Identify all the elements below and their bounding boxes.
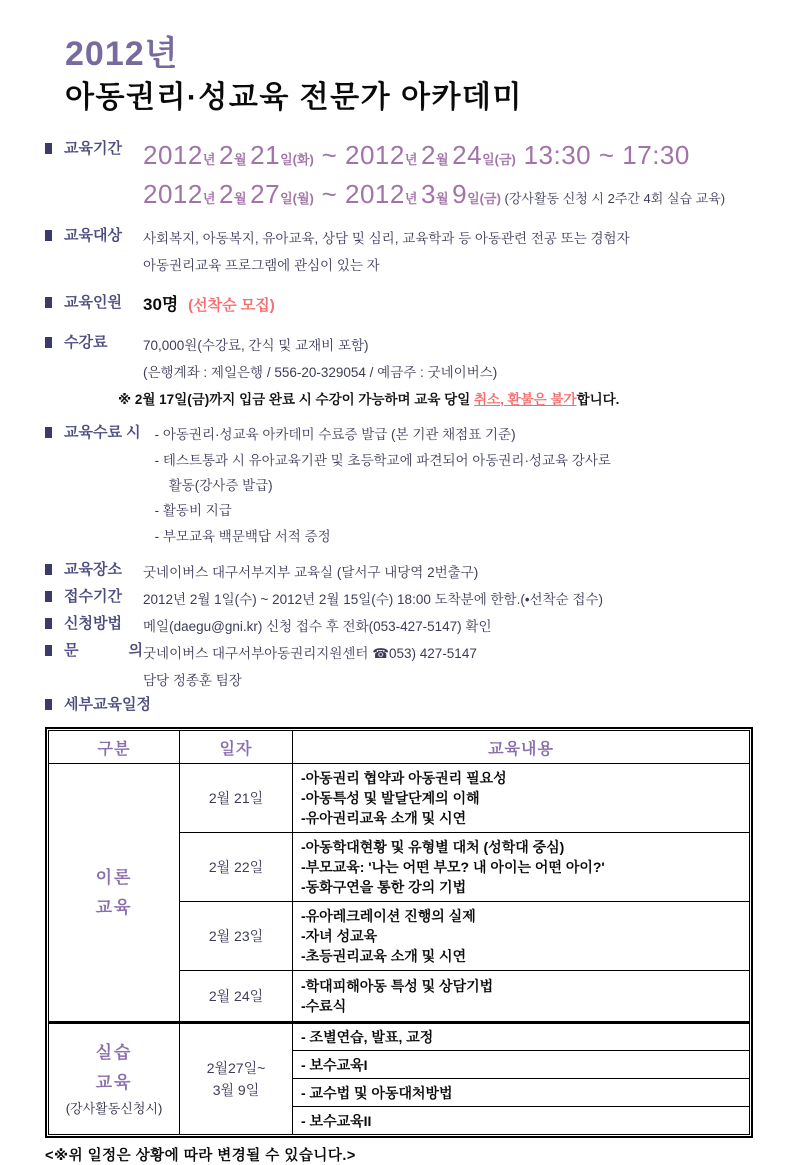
text-segment: (강사활동 신청 시 2주간 4회 실습 교육) xyxy=(500,191,726,206)
content-cell xyxy=(293,764,750,833)
fee-bank-account: (은행계좌 : 제일은행 / 556-20-329054 / 예금주 : 굿네이버스) xyxy=(143,365,498,380)
text-segment: 년 xyxy=(404,152,422,167)
square-bullet-icon xyxy=(45,143,52,154)
content-line: -아동특성 및 발달단계의 이해 xyxy=(301,790,480,806)
text-segment: 년 xyxy=(202,152,220,167)
section-contact xyxy=(45,640,752,694)
header-category: 구분 xyxy=(49,731,180,764)
schedule-table-wrapper xyxy=(45,727,753,1138)
edu-target-line1: 사회복지, 아동복지, 유아교육, 상담 및 심리, 교육학과 등 아동관련 전공 또는 경험자 xyxy=(143,231,630,246)
content-line: -초등권리교육 소개 및 시연 xyxy=(301,948,467,964)
title-block xyxy=(65,34,752,120)
section-apply-method xyxy=(45,613,752,640)
edu-target-content xyxy=(143,225,630,279)
place-content: 굿네이버스 대구서부지부 교육실 (달서구 내당역 2번출구) xyxy=(143,565,479,580)
text-segment: ~ xyxy=(313,179,345,209)
square-bullet-icon xyxy=(45,427,52,438)
date-cell: 2월 21일 xyxy=(180,764,293,833)
section-completion xyxy=(45,422,752,550)
section-edu-target xyxy=(45,225,752,279)
content-line: - 보수교육II xyxy=(301,1112,372,1129)
fee-content xyxy=(118,332,620,413)
category-practice-line2: 교육 xyxy=(95,1073,133,1092)
date-cell-practice xyxy=(180,1023,293,1135)
capacity-note: (선착순 모집) xyxy=(188,297,275,314)
edu-period-content xyxy=(143,138,725,216)
section-label-completion: 교육수료 시 xyxy=(64,424,141,441)
content-cell xyxy=(293,902,750,971)
content-line: - 조별연습, 발표, 교정 xyxy=(301,1029,434,1045)
content-line: -수료식 xyxy=(301,998,347,1014)
text-segment: 2 xyxy=(219,140,234,170)
apply-method-content: 메일(daegu@gni.kr) 신청 접수 후 전화(053-427-5147) 확인 xyxy=(143,619,492,634)
date-cell: 2월 22일 xyxy=(180,833,293,902)
text-segment: 월 xyxy=(435,191,453,206)
section-label-apply-period: 접수기간 xyxy=(64,588,122,605)
table-header-row xyxy=(49,731,750,764)
section-label-edu-period: 교육기간 xyxy=(64,140,122,157)
schedule-footnote: <※위 일정은 상황에 따라 변경될 수 있습니다.> xyxy=(45,1148,356,1164)
square-bullet-icon xyxy=(45,337,52,348)
fee-amount: 70,000원(수강료, 간식 및 교재비 포함) xyxy=(143,338,369,353)
date-cell: 2월 24일 xyxy=(180,971,293,1023)
content-line: -학대피해아동 특성 및 상담기법 xyxy=(301,978,494,994)
completion-item-continuation: 활동(강사증 발급) xyxy=(168,478,273,493)
edu-period-line1 xyxy=(143,138,725,177)
text-segment: 2 xyxy=(219,179,234,209)
contact-content xyxy=(143,640,477,694)
section-fee xyxy=(45,332,752,413)
text-segment: 일(화) xyxy=(280,152,314,167)
section-apply-period xyxy=(45,586,752,613)
text-segment: 일(금) xyxy=(482,152,516,167)
section-label-edu-target: 교육대상 xyxy=(64,227,122,244)
year-title: 2012년 xyxy=(65,35,179,73)
section-label-capacity: 교육인원 xyxy=(64,294,122,311)
content-cell xyxy=(293,1023,750,1051)
section-edu-period xyxy=(45,138,752,216)
content-line: -아동권리 협약과 아동권리 필요성 xyxy=(301,770,507,786)
section-label-contact: 문 의 xyxy=(64,642,143,659)
content-cell xyxy=(293,1079,750,1107)
square-bullet-icon xyxy=(45,699,52,710)
content-cell xyxy=(293,971,750,1023)
content-line: -아동학대현황 및 유형별 대처 (성학대 중심) xyxy=(301,839,565,855)
category-practice-cell xyxy=(49,1023,180,1135)
text-segment: ~ xyxy=(313,140,345,170)
text-segment: 27 xyxy=(250,179,281,209)
text-segment: 월 xyxy=(233,152,251,167)
table-row xyxy=(49,764,750,833)
content-cell xyxy=(293,1051,750,1079)
content-cell xyxy=(293,833,750,902)
text-segment: 일(금) xyxy=(467,191,501,206)
schedule-heading-label: 세부교육일정 xyxy=(64,696,151,713)
section-capacity xyxy=(45,292,752,319)
content-line: -유아레크레이션 진행의 실제 xyxy=(301,908,476,924)
edu-target-line2: 아동권리교육 프로그램에 관심이 있는 자 xyxy=(143,258,380,273)
square-bullet-icon xyxy=(45,591,52,602)
text-segment: 월 xyxy=(233,191,251,206)
content-line: - 교수법 및 아동대처방법 xyxy=(301,1084,453,1101)
category-theory-line1: 이론 xyxy=(95,867,133,887)
table-row xyxy=(49,1023,750,1051)
contact-line1: 굿네이버스 대구서부아동권리지원센터 ☎053) 427-5147 xyxy=(143,646,477,661)
completion-item: - 부모교육 백문백답 서적 증정 xyxy=(154,529,331,544)
fee-notice-pre: ※ 2월 17일(금)까지 입금 완료 시 수강이 가능하며 교육 당일 xyxy=(118,392,475,407)
completion-item: - 활동비 지급 xyxy=(154,503,232,518)
section-label-place: 교육장소 xyxy=(64,561,122,578)
text-segment: 일(월) xyxy=(280,191,314,206)
content-line: -유아권리교육 소개 및 시연 xyxy=(301,810,467,826)
text-segment: 9 xyxy=(452,179,468,209)
category-theory-cell xyxy=(49,764,180,1023)
category-practice-sub: (강사활동신청시) xyxy=(65,1101,163,1116)
section-label-fee: 수강료 xyxy=(64,334,108,351)
header-date: 일자 xyxy=(180,731,293,764)
text-segment: 2012 xyxy=(345,140,405,170)
text-segment: 월 xyxy=(435,152,453,167)
fee-notice xyxy=(118,386,619,413)
page-title: 아동권리·성교육 전문가 아카데미 xyxy=(65,81,523,114)
text-segment: 13:30 ~ 17:30 xyxy=(515,140,690,170)
date-cell: 2월 23일 xyxy=(180,902,293,971)
square-bullet-icon xyxy=(45,645,52,656)
fee-notice-post: 합니다. xyxy=(576,392,620,407)
content-line: -부모교육: '나는 어떤 부모? 내 아이는 어떤 아이?' xyxy=(301,859,605,875)
contact-line2: 담당 정종훈 팀장 xyxy=(143,673,242,688)
square-bullet-icon xyxy=(45,564,52,575)
practice-date-line2: 3월 9일 xyxy=(212,1082,260,1098)
capacity-count: 30명 xyxy=(143,295,179,314)
practice-date-line1: 2월27일~ xyxy=(206,1060,266,1076)
content-cell xyxy=(293,1107,750,1135)
category-practice-line1: 실습 xyxy=(95,1043,133,1062)
edu-period-line2 xyxy=(143,177,725,216)
text-segment: 21 xyxy=(250,140,281,170)
text-segment: 년 xyxy=(404,191,422,206)
text-segment: 2012 xyxy=(143,140,203,170)
square-bullet-icon xyxy=(45,297,52,308)
text-segment: 24 xyxy=(452,140,483,170)
category-theory-line2: 교육 xyxy=(95,897,133,917)
fee-notice-red: 취소, 환불은 불가 xyxy=(474,392,577,407)
square-bullet-icon xyxy=(45,230,52,241)
square-bullet-icon xyxy=(45,618,52,629)
header-content: 교육내용 xyxy=(293,731,750,764)
text-segment: 3 xyxy=(421,179,436,209)
text-segment: 2012 xyxy=(143,179,203,209)
content-line: - 보수교육I xyxy=(301,1056,368,1073)
content-line: -동화구연을 통한 강의 기법 xyxy=(301,879,467,895)
completion-item: - 테스트통과 시 유아교육기관 및 초등학교에 파견되어 아동권리·성교육 강사로 xyxy=(154,453,611,468)
section-place xyxy=(45,559,752,586)
section-label-apply-method: 신청방법 xyxy=(64,615,122,632)
text-segment: 2012 xyxy=(345,179,405,209)
completion-content xyxy=(155,422,611,550)
text-segment: 2 xyxy=(421,140,436,170)
info-list xyxy=(45,138,752,715)
apply-period-content: 2012년 2월 1일(수) ~ 2012년 2월 15일(수) 18:00 도착분에 한함.(•선착순 접수) xyxy=(143,592,604,607)
schedule-table xyxy=(48,730,750,1135)
text-segment: 년 xyxy=(202,191,220,206)
section-schedule-heading xyxy=(45,694,752,715)
completion-item: - 아동권리·성교육 아카데미 수료증 발급 (본 기관 채점표 기준) xyxy=(154,427,516,442)
capacity-content xyxy=(143,292,275,319)
content-line: -자녀 성교육 xyxy=(301,928,378,944)
